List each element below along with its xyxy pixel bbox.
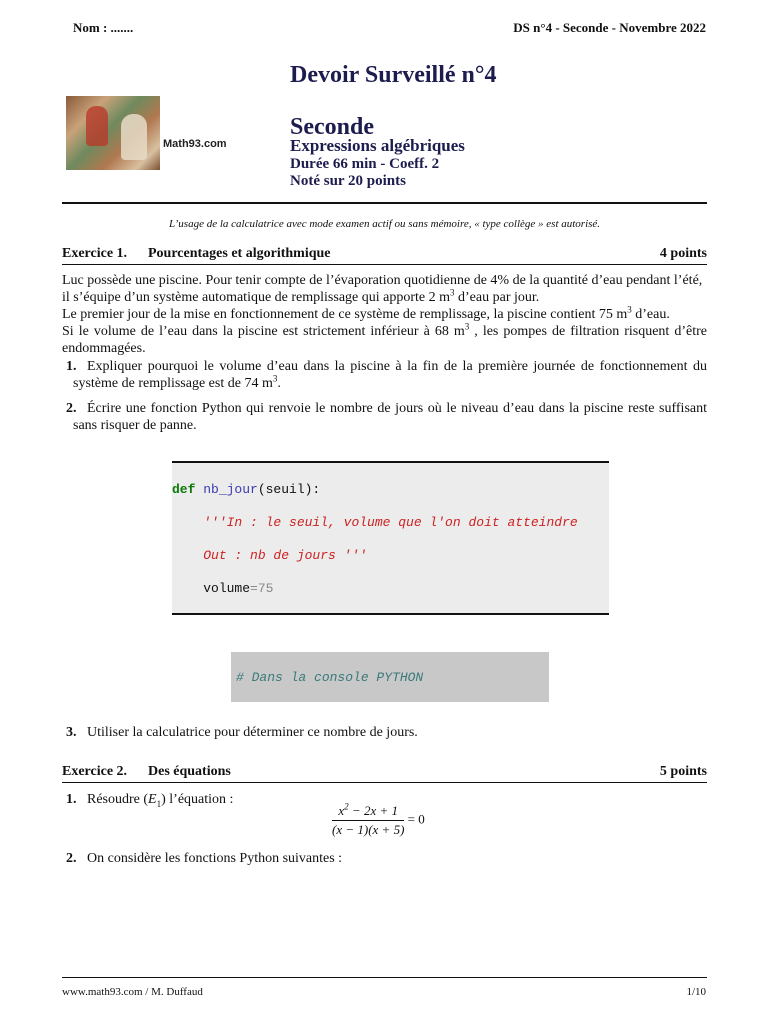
page-title: Devoir Surveillé n°4 — [290, 62, 497, 88]
question-2-2 — [62, 850, 707, 867]
python-code-listing — [172, 461, 609, 615]
code-line — [172, 614, 609, 616]
code-line: Out : nb de jours ''' — [203, 547, 368, 563]
code-line: def nb_jour(seuil): — [172, 481, 321, 497]
equation-numerator: $x^2 - 2x + 1$ — [332, 803, 404, 821]
question-text: Résoudre $(E_1)$ l’équation : — [87, 792, 234, 809]
equation-e1 — [332, 803, 492, 838]
logo-text: Math93.com — [163, 138, 227, 150]
exercise-1-divider — [62, 264, 707, 265]
intro-line-1: Luc possède une piscine. Pour tenir compte de l’évaporation quotidienne de 4% de la quantité d’eau pendant l’été, — [62, 273, 703, 288]
exercise-1-label: Exercice 1. — [62, 246, 128, 261]
console-comment: # Dans la console PYTHON — [236, 669, 424, 685]
calculator-note: L’usage de la calculatrice avec mode examen actif ou sans mémoire, « type collège » est autorisé. — [168, 218, 601, 230]
page-number: 1/10 — [686, 986, 706, 998]
equation-fraction — [332, 803, 404, 838]
intro-line-3: Le premier jour de la mise en fonctionnement de ce système de remplissage, la piscine contient 75 $m^3$ d’eau. — [62, 304, 670, 322]
exercise-1-heading — [62, 246, 707, 262]
exercise-1-title: Pourcentages et algorithmique — [148, 246, 331, 261]
class-level: Seconde — [290, 114, 374, 140]
equation-rhs: = 0 — [404, 811, 425, 827]
question-text: Expliquer pourquoi le volume d’eau dans la piscine à la fin de la première journée de fonctionnement du système de remplissage est de 74 $m^3$. — [73, 359, 707, 391]
title-divider — [62, 202, 707, 204]
code-line: '''In : le seuil, volume que l'on doit atteindre — [203, 514, 578, 530]
exercise-2-label: Exercice 2. — [62, 764, 128, 779]
code-line: volume=75 — [203, 580, 274, 596]
logo — [66, 96, 242, 170]
question-1-3 — [62, 724, 707, 741]
exercise-2-divider — [62, 782, 707, 783]
question-text: Utiliser la calculatrice pour déterminer ce nombre de jours. — [87, 725, 418, 740]
exercise-1-intro — [62, 272, 707, 357]
intro-line-4: Si le volume de l’eau dans la piscine est strictement inférieur à 68 $m^3$ , les pompes de filtration risquent d’être endommagées. — [62, 321, 707, 356]
intro-line-2: il s’équipe d’un système automatique de remplissage qui apporte 2 $m^3$ d’eau par jour. — [62, 287, 540, 305]
student-name-field: Nom : ....... — [73, 20, 134, 35]
equation-denominator: (x − 1)(x + 5) — [332, 822, 405, 837]
question-number: 2. — [66, 851, 77, 866]
header-test-info: DS n°4 - Seconde - Novembre 2022 — [513, 20, 706, 35]
exercise-2-title: Des équations — [148, 764, 231, 779]
exercise-1-points: 4 points — [659, 246, 707, 261]
question-number: 1. — [66, 792, 77, 807]
question-number: 1. — [66, 359, 77, 374]
question-text: Écrire une fonction Python qui renvoie le nombre de jours où le niveau d’eau dans la piscine reste suffisant sans risquer de panne. — [73, 401, 707, 433]
question-1-2 — [62, 400, 707, 434]
topic: Expressions algébriques — [290, 136, 465, 155]
question-text: On considère les fonctions Python suivantes : — [87, 851, 343, 866]
python-console-output — [231, 652, 549, 702]
question-1-1 — [62, 358, 707, 392]
footer-website: www.math93.com / M. Duffaud — [62, 986, 203, 998]
duration: Durée 66 min - Coeff. 2 — [290, 156, 440, 172]
grading: Noté sur 20 points — [290, 173, 406, 189]
exercise-2-heading — [62, 764, 707, 780]
question-number: 3. — [66, 725, 77, 740]
logo-painting-image — [66, 96, 160, 170]
exercise-2-points: 5 points — [659, 764, 707, 779]
footer-divider — [62, 977, 707, 978]
question-number: 2. — [66, 401, 77, 416]
